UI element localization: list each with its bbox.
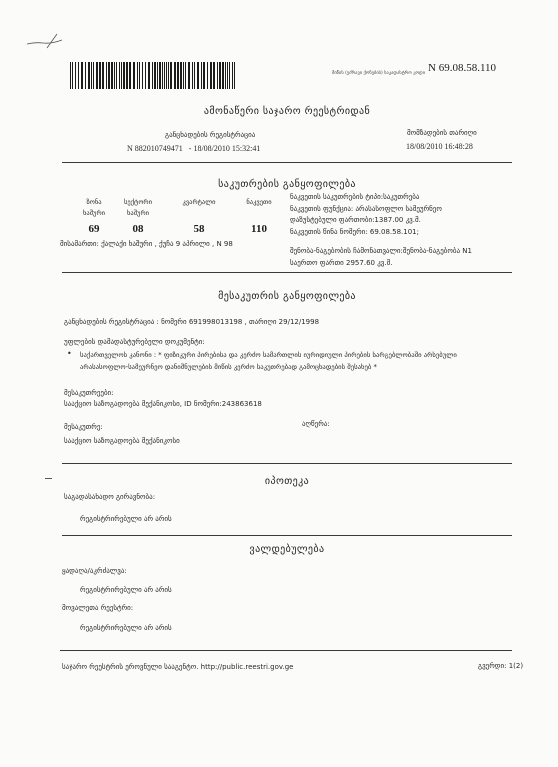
barcode-bar bbox=[119, 62, 120, 89]
debtors-label: მოვალეთა რეესტრი: bbox=[62, 604, 134, 612]
barcode-bar bbox=[121, 62, 122, 89]
barcode-bar bbox=[213, 62, 215, 89]
barcode-bar bbox=[177, 62, 179, 89]
sector-name: ხაშური bbox=[127, 209, 149, 217]
barcode bbox=[70, 62, 237, 89]
barcode-bar bbox=[217, 62, 218, 89]
barcode-bar bbox=[203, 62, 205, 89]
divider bbox=[62, 162, 512, 163]
barcode-bar bbox=[201, 62, 202, 89]
seizure-value: რეგისტრირებული არ არის bbox=[80, 586, 172, 594]
description-label: აღწერა: bbox=[302, 420, 330, 428]
barcode-bar bbox=[157, 62, 158, 89]
quarter-value: 58 bbox=[193, 223, 205, 235]
barcode-bar bbox=[164, 62, 165, 89]
barcode-bar bbox=[70, 62, 71, 89]
barcode-bar bbox=[102, 62, 104, 89]
barcode-bar bbox=[106, 62, 107, 89]
barcode-bar bbox=[166, 62, 167, 89]
parcel-ownership-type: ნაკვეთის საკუთრების ტიპი:საკუთრება bbox=[290, 193, 420, 201]
barcode-bar bbox=[162, 62, 163, 89]
zone-column bbox=[74, 197, 114, 235]
barcode-bar bbox=[222, 62, 224, 89]
building-list: შენობა-ნაგებობის ჩამონათვალი:შენობა-ნაგებობა N1 bbox=[290, 247, 472, 255]
footer-agency: საჯარო რეესტრის ეროვნული სააგენტო. http://public.reestri.gov.ge bbox=[62, 663, 294, 671]
barcode-bar bbox=[142, 62, 143, 89]
divider bbox=[60, 650, 512, 651]
quarter-column bbox=[176, 197, 222, 235]
parcel-value: 110 bbox=[251, 223, 267, 235]
sector-value: 08 bbox=[132, 223, 144, 235]
owners-value: სააქციო საზოგადოება მექანიკოსი, ID ნომერი:243863618 bbox=[64, 400, 262, 408]
barcode-bar bbox=[168, 62, 169, 89]
barcode-bar bbox=[116, 62, 117, 89]
barcode-bar bbox=[108, 62, 110, 89]
parcel-area: დაზუსტებული ფართობი:1387.00 კვ.მ. bbox=[290, 216, 421, 224]
barcode-bar bbox=[180, 62, 182, 89]
barcode-bar bbox=[81, 62, 83, 89]
divider bbox=[62, 535, 512, 536]
barcode-bar bbox=[145, 62, 146, 89]
tax-lien-value: რეგისტრირებული არ არის bbox=[80, 515, 172, 523]
barcode-bar bbox=[111, 62, 113, 89]
parcel-label: ნაკვეთი bbox=[246, 198, 272, 206]
property-section-title: საკუთრების განყოფილება bbox=[218, 179, 356, 190]
zone-name: ხაშური bbox=[83, 209, 105, 217]
barcode-bar bbox=[96, 62, 98, 89]
mortgage-section-title: იპოთეკა bbox=[264, 476, 310, 487]
barcode-bar bbox=[183, 62, 184, 89]
parcel-name bbox=[238, 208, 280, 219]
barcode-bar bbox=[225, 62, 226, 89]
owner-registration: განცხადების რეგისტრაცია : ნომერი 691998013198 , თარიღი 29/12/1998 bbox=[64, 318, 320, 326]
barcode-bar bbox=[72, 62, 73, 89]
barcode-bar bbox=[99, 62, 101, 89]
barcode-bar bbox=[170, 62, 172, 89]
barcode-bar bbox=[78, 62, 79, 89]
parcel-previous-number: ნაკვეთის წინა ნომერი: 69.08.58.101; bbox=[290, 228, 419, 236]
barcode-bar bbox=[154, 62, 156, 89]
zone-value: 69 bbox=[88, 223, 100, 235]
barcode-bar bbox=[93, 62, 94, 89]
barcode-bar bbox=[152, 62, 153, 89]
divider bbox=[62, 272, 512, 273]
barcode-bar bbox=[85, 62, 86, 89]
barcode-bar bbox=[114, 62, 115, 89]
quarter-label: კვარტალი bbox=[182, 198, 216, 206]
barcode-bar bbox=[188, 62, 190, 89]
barcode-bar bbox=[232, 62, 233, 89]
barcode-bar bbox=[194, 62, 195, 89]
barcode-bar bbox=[197, 62, 199, 89]
tax-lien-label: საგადასახადო გირავნობა: bbox=[64, 493, 156, 501]
barcode-bar bbox=[159, 62, 161, 89]
document-label: უფლების დამადასტურებელი დოკუმენტი: bbox=[64, 338, 205, 346]
document-line-2: არასასოფლო-სამეურნეო დანიშნულების მიწის კერძო საკუთრებად გამოცხადების შესახებ * bbox=[80, 363, 377, 371]
owner-label: მესაკუთრე: bbox=[64, 423, 103, 431]
scan-mark bbox=[45, 478, 52, 479]
barcode-bar bbox=[210, 62, 212, 89]
application-label: განცხადების რეგისტრაცია bbox=[165, 131, 256, 139]
application-value: N 882010749471 - 18/08/2010 15:32:41 bbox=[127, 144, 261, 153]
barcode-bar bbox=[148, 62, 150, 89]
pen-mark bbox=[26, 32, 64, 50]
quarter-name bbox=[176, 208, 222, 219]
barcode-bar bbox=[192, 62, 193, 89]
parcel-column bbox=[238, 197, 280, 235]
zone-label: ზონა bbox=[86, 198, 102, 206]
owners-label: მესაკუთრეები: bbox=[64, 389, 114, 397]
document-bullet: • bbox=[67, 349, 72, 358]
seizure-label: ყადაღა/აკრძალვა: bbox=[62, 567, 127, 575]
barcode-bar bbox=[207, 62, 208, 89]
divider bbox=[62, 463, 512, 464]
building-total-area: საერთო ფართი 2957.60 კვ.მ. bbox=[290, 259, 393, 267]
prepared-label: მომზადების თარიღი bbox=[407, 129, 477, 137]
prepared-value: 18/08/2010 16:48:28 bbox=[406, 142, 473, 151]
barcode-bar bbox=[126, 62, 128, 89]
sector-column bbox=[116, 197, 160, 235]
barcode-bar bbox=[133, 62, 135, 89]
barcode-bar bbox=[129, 62, 131, 89]
parcel-function: ნაკვეთის ფუნქცია: არასასოფლო სამეურნეო bbox=[290, 205, 442, 213]
barcode-bar bbox=[219, 62, 221, 89]
barcode-bar bbox=[229, 62, 230, 89]
barcode-bar bbox=[185, 62, 186, 89]
owner-section-title: მესაკუთრის განყოფილება bbox=[218, 291, 356, 302]
barcode-bar bbox=[174, 62, 176, 89]
debtors-value: რეგისტრირებული არ არის bbox=[80, 624, 172, 632]
obligations-section-title: ვალდებულება bbox=[249, 544, 325, 555]
barcode-bar bbox=[123, 62, 125, 89]
cadastral-code-label: მიწის (უძრავი ქონების) საკადასტრო კოდი bbox=[332, 71, 426, 76]
owner-value: სააქციო საზოგადოება მექანიკოსი bbox=[64, 437, 180, 445]
address: მისამართი: ქალაქი ხაშური , ქუჩა 9 აპრილი , N 98 bbox=[60, 240, 233, 248]
document-line-1: საქართველოს კანონი : * ფიზიკური პირებისა და კერძო სამართლის იურიდიული პირების სარგებლობაში არსებული bbox=[80, 351, 457, 359]
barcode-bar bbox=[227, 62, 228, 89]
barcode-bar bbox=[75, 62, 76, 89]
barcode-bar bbox=[139, 62, 140, 89]
document-title: ამონაწერი საჯარო რეესტრიდან bbox=[203, 106, 371, 117]
footer-page-number: გვერდი: 1(2) bbox=[478, 662, 524, 670]
barcode-bar bbox=[91, 62, 92, 89]
barcode-bar bbox=[88, 62, 90, 89]
cadastral-code: N 69.08.58.110 bbox=[428, 62, 497, 74]
sector-label: სექტორი bbox=[124, 198, 152, 206]
barcode-bar bbox=[137, 62, 138, 89]
barcode-bar bbox=[234, 62, 235, 89]
